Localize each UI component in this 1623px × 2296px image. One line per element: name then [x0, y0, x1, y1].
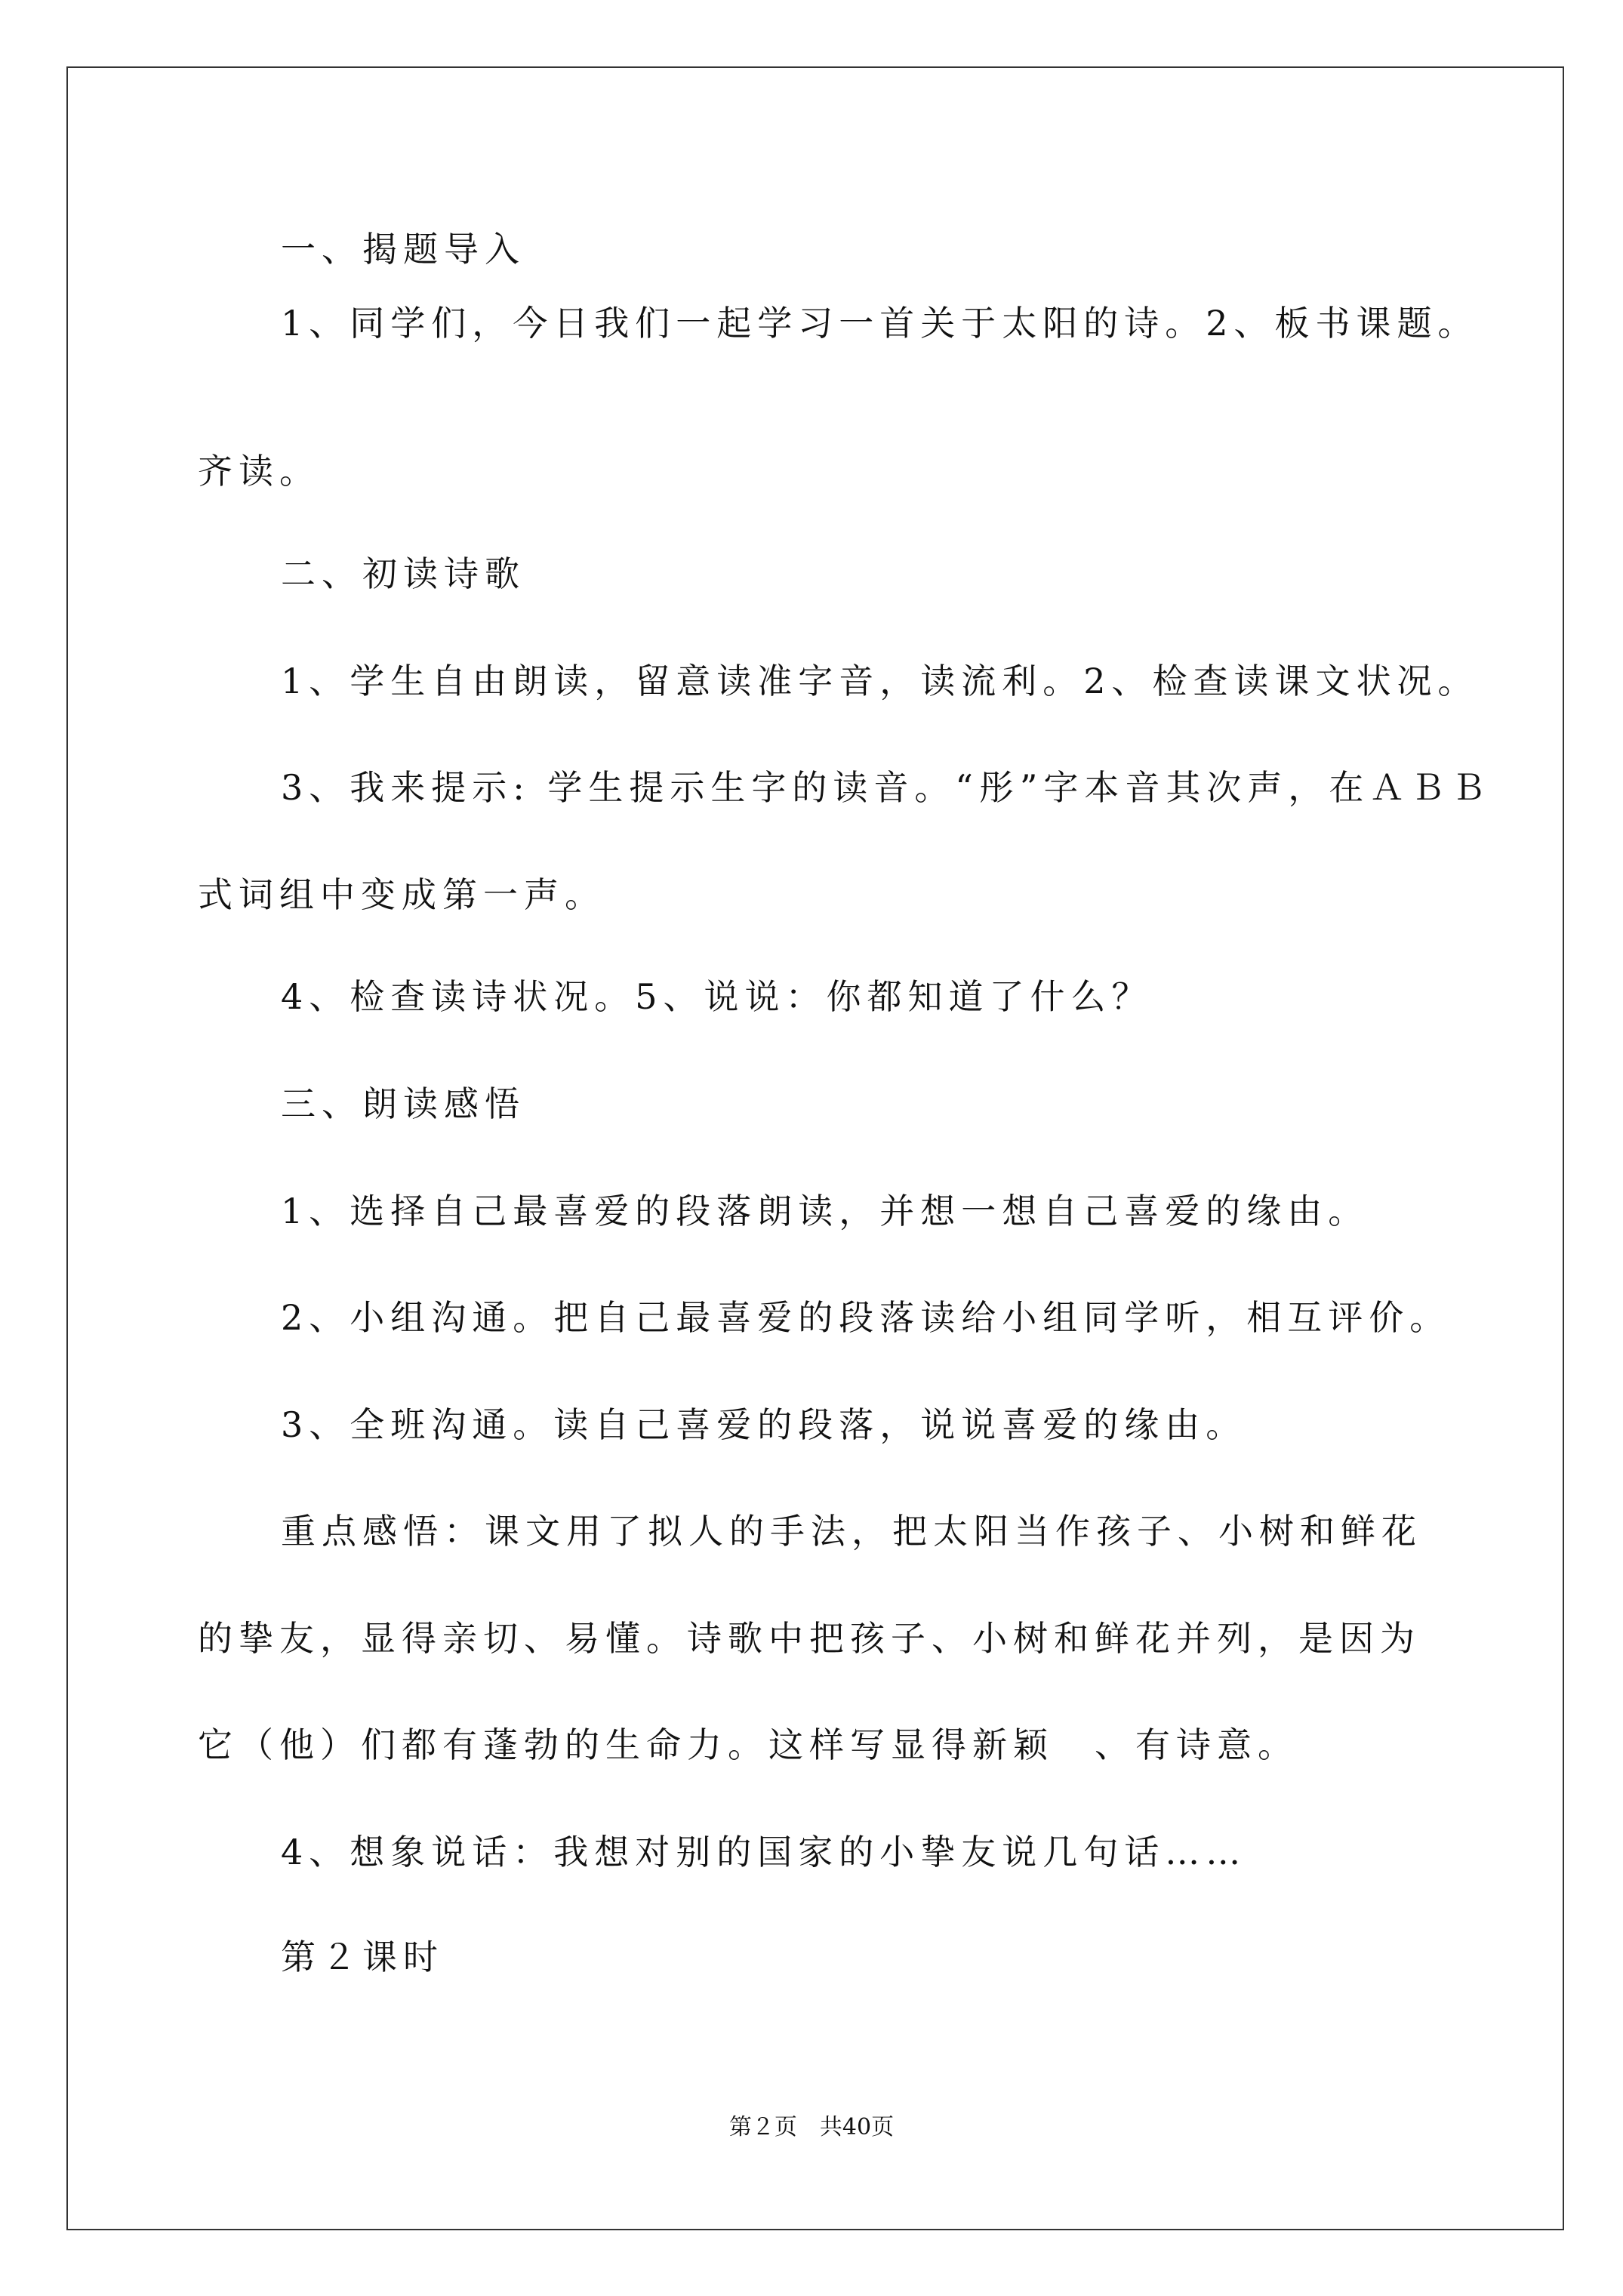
paragraph-line: 1、同学们，今日我们一起学习一首关于太阳的诗。2、板书课题。 — [281, 303, 1479, 344]
paragraph-line: 4、检查读诗状况。5、说说：你都知道了什么？ — [281, 976, 1153, 1017]
page-border — [66, 66, 1564, 2230]
page-number-footer: 第２页 共40页 — [728, 2114, 895, 2140]
paragraph-line: 2、小组沟通。把自己最喜爱的段落读给小组同学听，相互评价。 — [281, 1297, 1451, 1338]
paragraph-line: 3、全班沟通。读自己喜爱的段落，说说喜爱的缘由。 — [281, 1404, 1247, 1445]
paragraph-line: 4、想象说话：我想对别的国家的小挚友说几句话…… — [281, 1832, 1247, 1872]
paragraph-line: 的挚友，显得亲切、易懂。诗歌中把孩子、小树和鲜花并列，是因为 — [198, 1618, 1421, 1659]
lesson-heading: 第２课时 — [281, 1937, 444, 1977]
paragraph-line: 重点感悟：课文用了拟人的手法，把太阳当作孩子、小树和鲜花 — [281, 1511, 1422, 1552]
paragraph-line: 1、学生自由朗读，留意读准字音，读流利。2、检查读课文状况。 — [281, 661, 1479, 701]
section-heading-3: 三、朗读感悟 — [281, 1083, 525, 1124]
paragraph-line: 它（他）们都有蓬勃的生命力。这样写显得新颖 、有诗意。 — [198, 1724, 1298, 1765]
section-heading-1: 一、揭题导入 — [281, 229, 525, 270]
section-heading-2: 二、初读诗歌 — [281, 553, 525, 594]
paragraph-line: 式词组中变成第一声。 — [198, 874, 605, 915]
paragraph-line: 齐读。 — [198, 451, 320, 492]
paragraph-line: 1、选择自己最喜爱的段落朗读，并想一想自己喜爱的缘由。 — [281, 1191, 1369, 1231]
paragraph-line: 3、我来提示: 学生提示生字的读音。“彤”字本音其次声，在ＡＢＢ — [281, 767, 1492, 808]
